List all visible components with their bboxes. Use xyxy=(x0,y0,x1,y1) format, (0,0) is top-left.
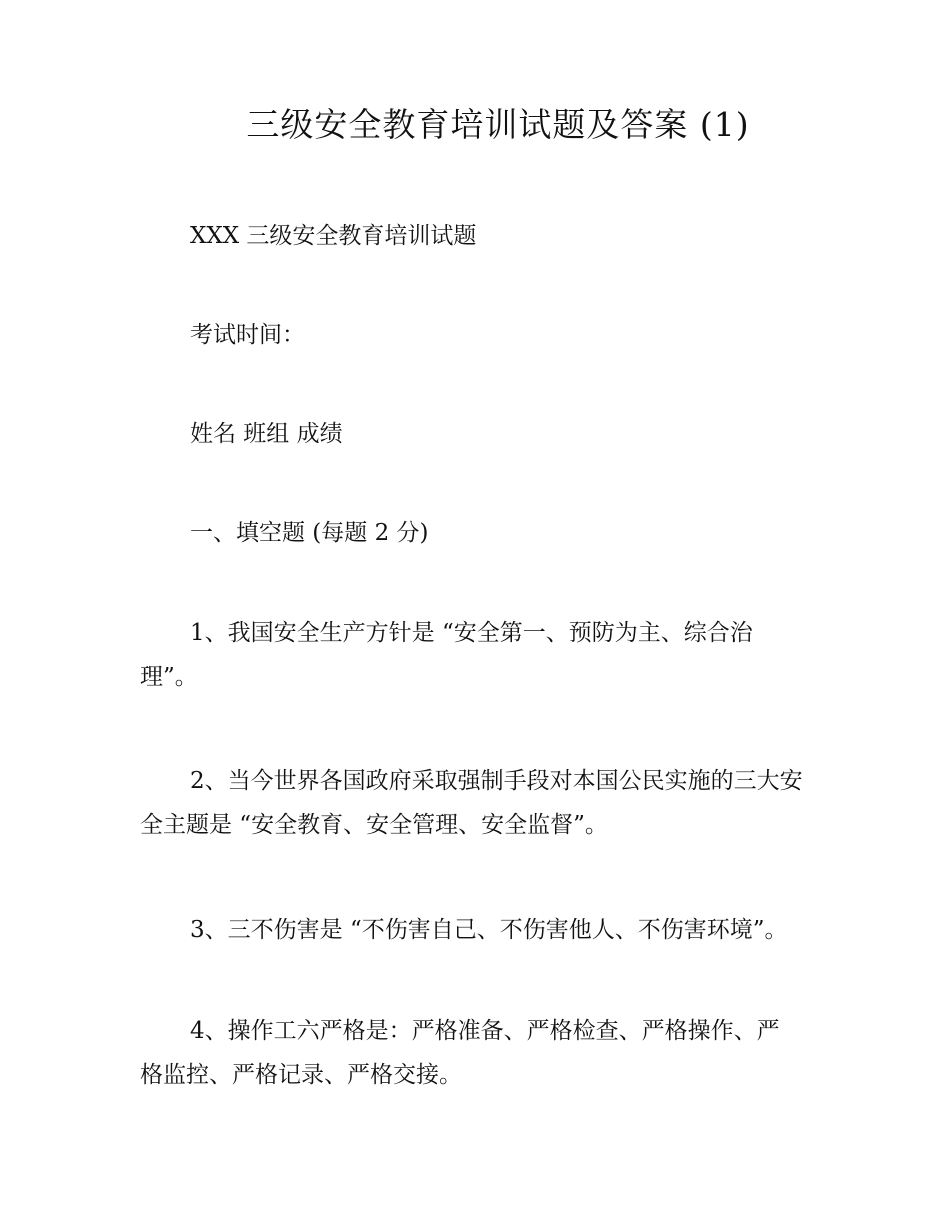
name-group-score-line: 姓名 班组 成绩 xyxy=(190,421,343,447)
exam-time-label: 考试时间： xyxy=(190,322,305,348)
question-4: 4、操作工六严格是：严格准备、严格检查、严格操作、严格监控、严格记录、严格交接。 xyxy=(140,1018,780,1088)
exam-header: XXX 三级安全教育培训试题 xyxy=(190,223,477,249)
question-2: 2、当今世界各国政府采取强制手段对本国公民实施的三大安全主题是 “安全教育、安全管理、安全监督”。 xyxy=(140,768,803,838)
question-3: 3、三不伤害是 “不伤害自己、不伤害他人、不伤害环境”。 xyxy=(190,917,788,943)
section-heading-fill-blank: 一、填空题 (每题 2 分) xyxy=(190,520,429,546)
question-1: 1、我国安全生产方针是 “安全第一、预防为主、综合治理”。 xyxy=(140,620,753,690)
document-title: 三级安全教育培训试题及答案 (1) xyxy=(246,105,750,144)
